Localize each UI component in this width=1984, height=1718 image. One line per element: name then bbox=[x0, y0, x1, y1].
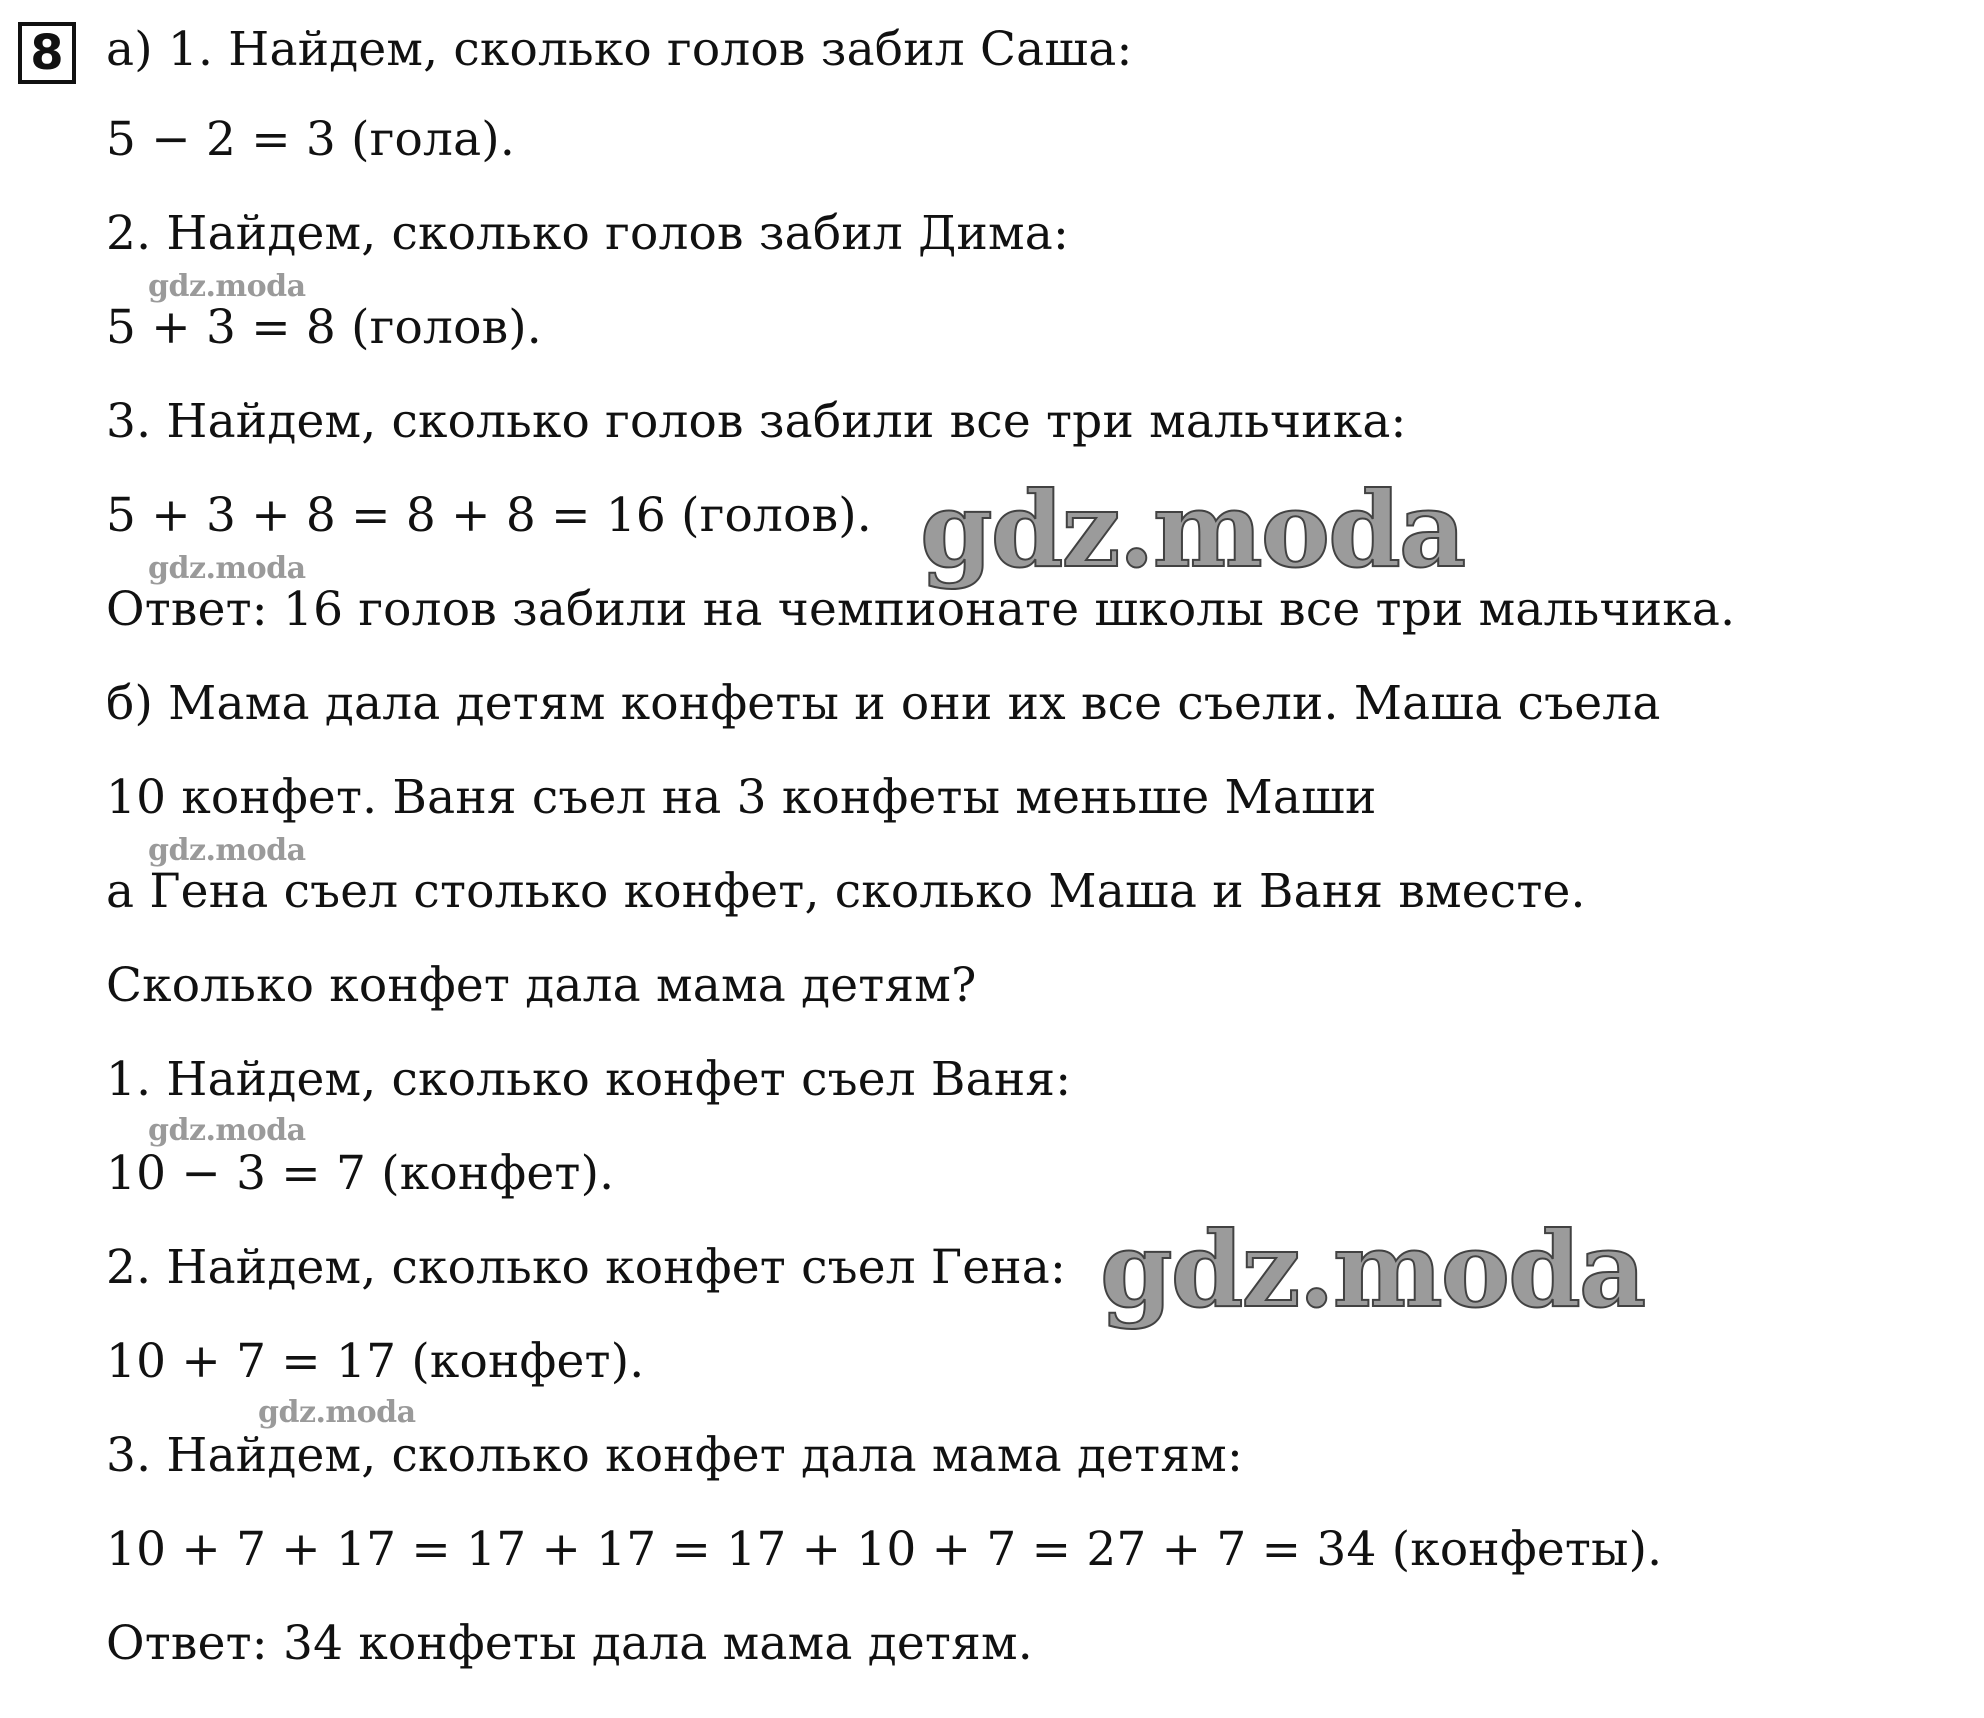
part-b-problem-line1: б) Мама дала детям конфеты и они их все съели. Маша съела bbox=[106, 676, 1661, 731]
part-b-step2-equation: 10 + 7 = 17 (конфет). bbox=[106, 1334, 645, 1389]
task-number-badge: 8 bbox=[18, 22, 76, 84]
part-a-step1-equation: 5 − 2 = 3 (гола). bbox=[106, 112, 515, 167]
watermark-small: gdz.moda bbox=[148, 269, 306, 304]
part-a-step1-text: а) 1. Найдем, сколько голов забил Саша: bbox=[106, 22, 1133, 77]
part-b-step2-text: 2. Найдем, сколько конфет съел Гена: bbox=[106, 1240, 1067, 1295]
part-a-step3-equation: 5 + 3 + 8 = 8 + 8 = 16 (голов). bbox=[106, 488, 872, 543]
part-b-step3-text: 3. Найдем, сколько конфет дала мама детям: bbox=[106, 1428, 1243, 1483]
part-b-problem-line2: 10 конфет. Ваня съел на 3 конфеты меньше Маши bbox=[106, 770, 1377, 825]
part-a-answer: Ответ: 16 голов забили на чемпионате школы все три мальчика. bbox=[106, 582, 1736, 637]
part-b-problem-line3: а Гена съел столько конфет, сколько Маша и Ваня вместе. bbox=[106, 864, 1586, 919]
watermark-small: gdz.moda bbox=[148, 551, 306, 586]
part-a-step2-text: 2. Найдем, сколько голов забил Дима: bbox=[106, 206, 1070, 261]
part-b-step1-equation: 10 − 3 = 7 (конфет). bbox=[106, 1146, 615, 1201]
part-b-step1-text: 1. Найдем, сколько конфет съел Ваня: bbox=[106, 1052, 1072, 1107]
part-b-answer: Ответ: 34 конфеты дала мама детям. bbox=[106, 1616, 1033, 1671]
part-b-step3-equation: 10 + 7 + 17 = 17 + 17 = 17 + 10 + 7 = 27 + 7 = 34 (конфеты). bbox=[106, 1522, 1663, 1577]
part-b-question: Сколько конфет дала мама детям? bbox=[106, 958, 977, 1013]
watermark-large: gdz.moda bbox=[920, 468, 1465, 591]
watermark-small: gdz.moda bbox=[258, 1395, 416, 1430]
watermark-large: gdz.moda bbox=[1100, 1208, 1645, 1331]
watermark-small: gdz.moda bbox=[148, 833, 306, 868]
watermark-small: gdz.moda bbox=[148, 1113, 306, 1148]
part-a-step3-text: 3. Найдем, сколько голов забили все три мальчика: bbox=[106, 394, 1407, 449]
part-a-step2-equation: 5 + 3 = 8 (голов). bbox=[106, 300, 542, 355]
